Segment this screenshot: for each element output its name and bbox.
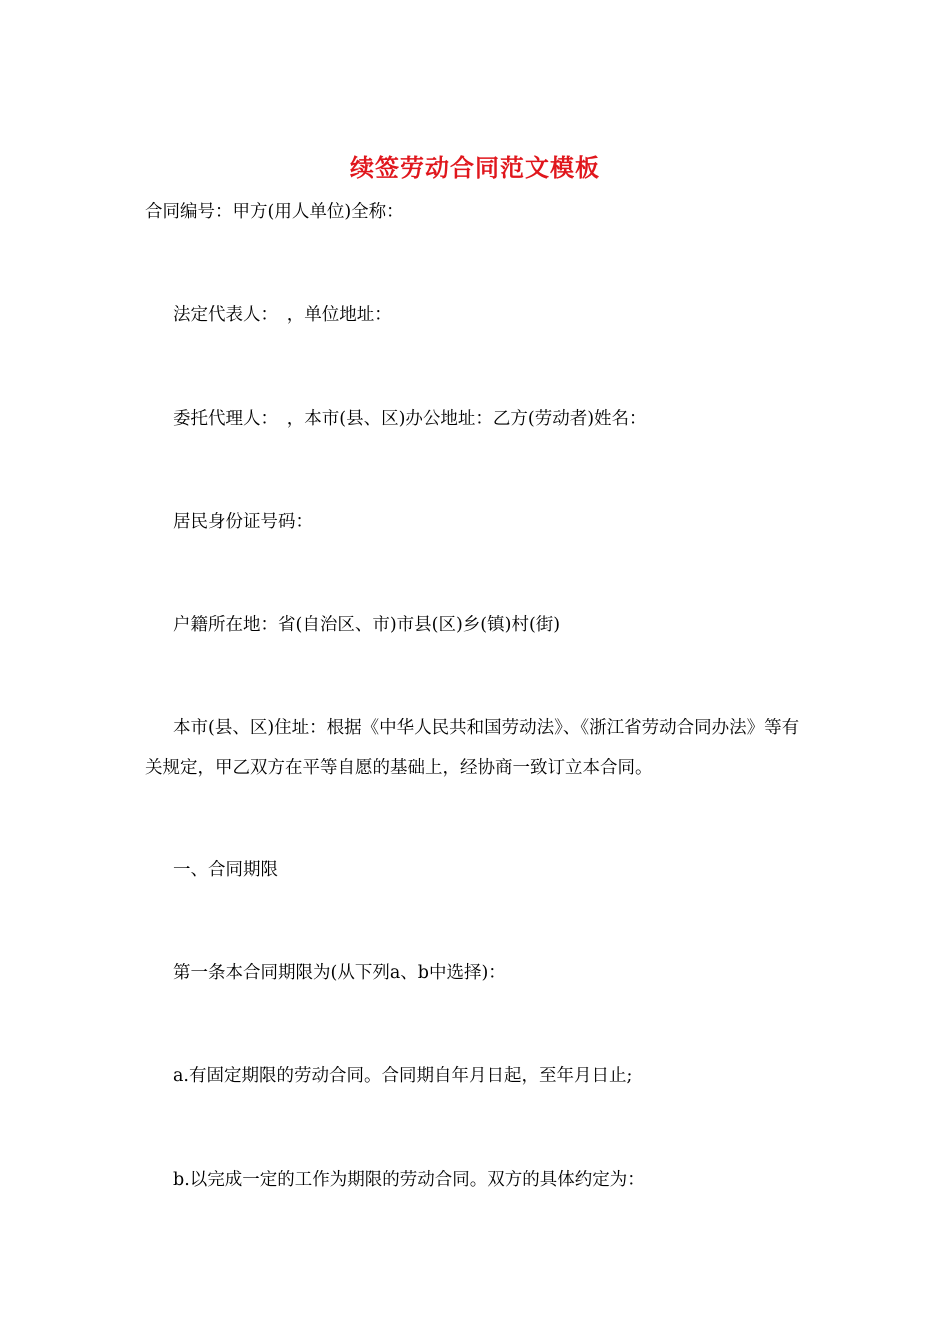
paragraph-residence-address: 本市(县、区)住址：根据《中华人民共和国劳动法》、《浙江省劳动合同办法》等有关规定，甲乙双方在平等自愿的基础上，经协商一致订立本合同。 — [145, 718, 800, 778]
paragraph-contract-number: 合同编号：甲方(用人单位)全称： — [145, 202, 404, 222]
paragraph-article-one: 第一条本合同期限为(从下列a、b中选择)： — [173, 963, 506, 983]
paragraph-option-a: a.有固定期限的劳动合同。合同期自年月日起，至年月日止; — [173, 1066, 633, 1086]
document-title: 续签劳动合同范文模板 — [350, 153, 600, 182]
paragraph-legal-representative: 法定代表人： ，单位地址： — [173, 305, 392, 325]
paragraph-option-b: b.以完成一定的工作为期限的劳动合同。双方的具体约定为： — [173, 1170, 645, 1190]
paragraph-id-number: 居民身份证号码： — [173, 512, 313, 532]
paragraph-household-registration: 户籍所在地：省(自治区、市)市县(区)乡(镇)村(街) — [173, 615, 561, 635]
section-heading-contract-term: 一、合同期限 — [173, 860, 278, 880]
paragraph-authorized-agent: 委托代理人： ，本市(县、区)办公地址：乙方(劳动者)姓名： — [173, 409, 647, 429]
